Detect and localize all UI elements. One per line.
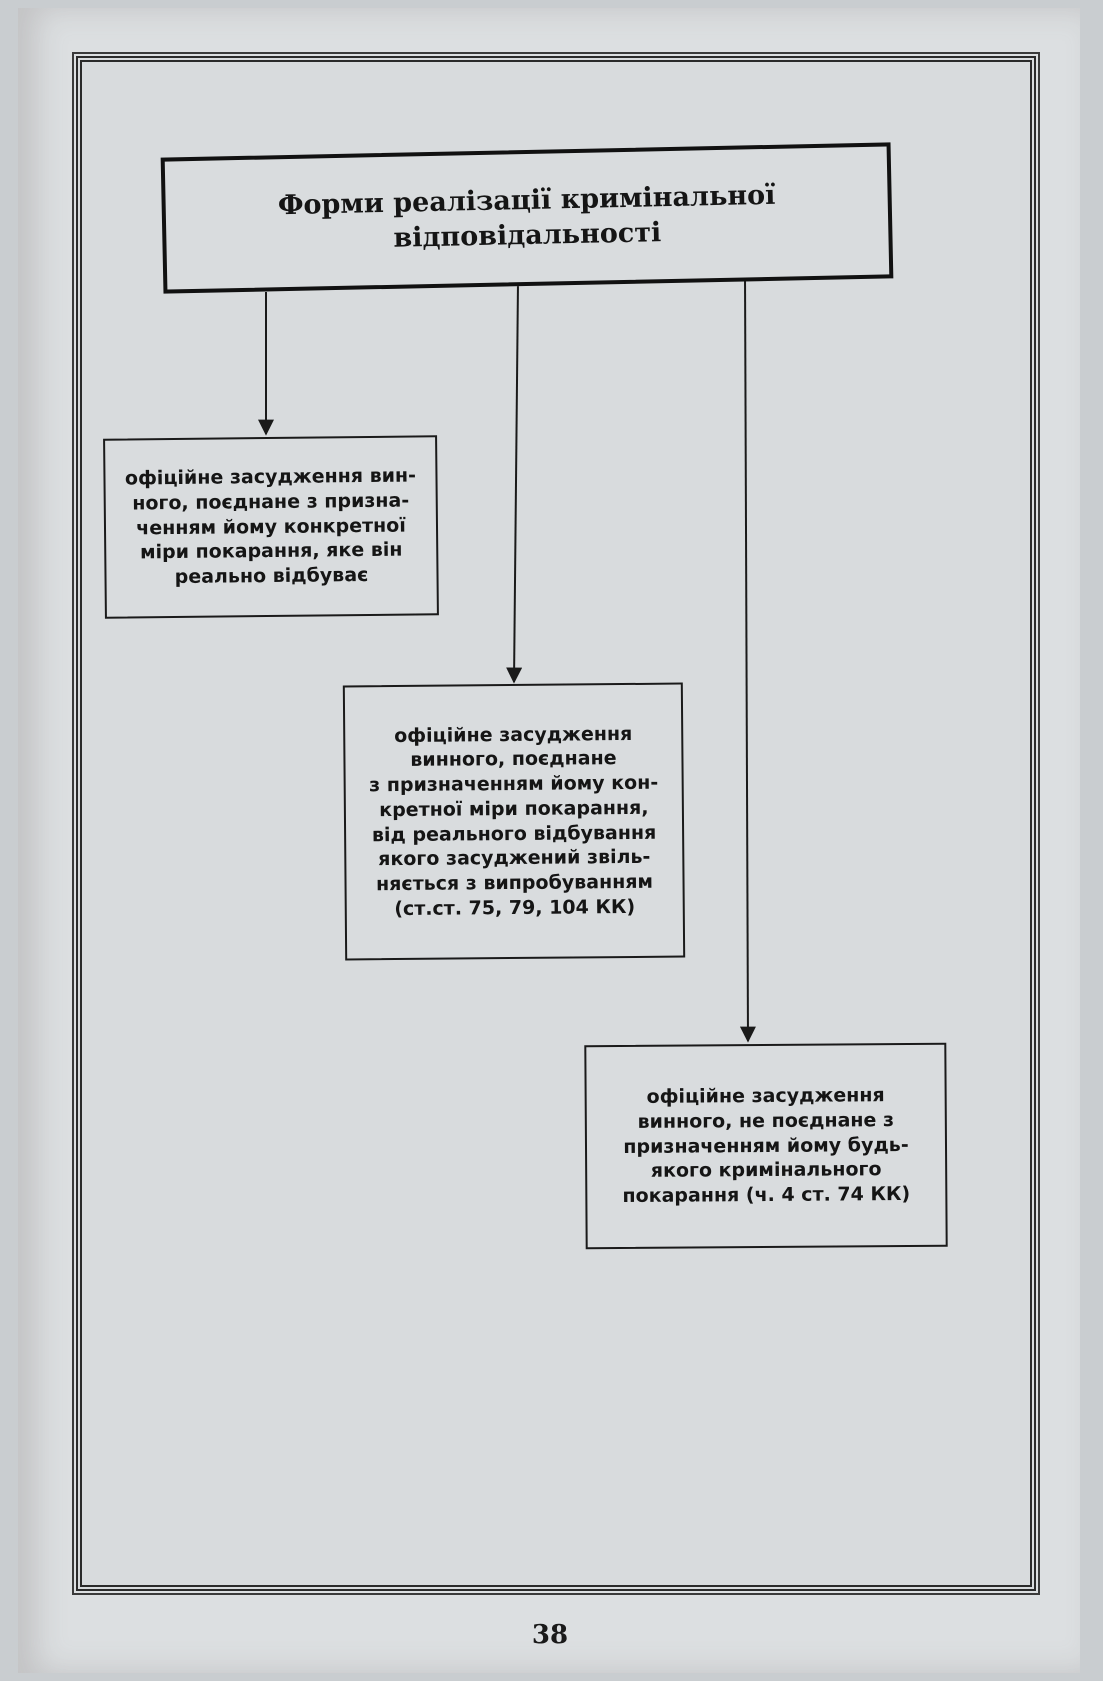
box-line: призначенням йому будь- [623,1133,909,1158]
box-line: від реального відбування [371,821,657,846]
form-box-1 [103,435,439,618]
box-line: няється з випробуванням [375,870,654,896]
box-line: офіційне засудження [646,1084,885,1109]
page-number: 38 [531,1620,569,1650]
box-line: міри покарання, яке він [139,538,403,564]
diagram-title-line: Форми реалізації кримінальної [277,179,776,222]
box-line: якого кримінального [650,1158,882,1183]
box-line: покарання (ч. 4 ст. 74 КК) [622,1183,911,1208]
box-line: реально відбуває [174,564,369,589]
box-line: кретної міри покарання, [379,796,649,821]
diagram-title-box [161,142,894,293]
form-box-2 [343,683,685,961]
box-line: винного, поєднане [410,747,617,772]
box-line: офіційне засудження вин- [124,464,417,490]
arrow-to-box-3 [745,274,748,1041]
box-line: (ст.ст. 75, 79, 104 КК) [394,895,636,920]
box-line: винного, не поєднане з [637,1109,895,1133]
box-line: офіційне засудження [394,722,633,747]
box-line: якого засуджений звіль- [378,845,651,871]
form-box-3 [584,1043,947,1250]
arrow-to-box-2 [514,282,518,682]
box-line: з призначенням йому кон- [369,771,659,797]
box-line: ного, поєднане з призна- [132,489,410,515]
box-line: ченням йому конкретної [136,514,406,540]
diagram-title-line: відповідальності [393,217,662,254]
